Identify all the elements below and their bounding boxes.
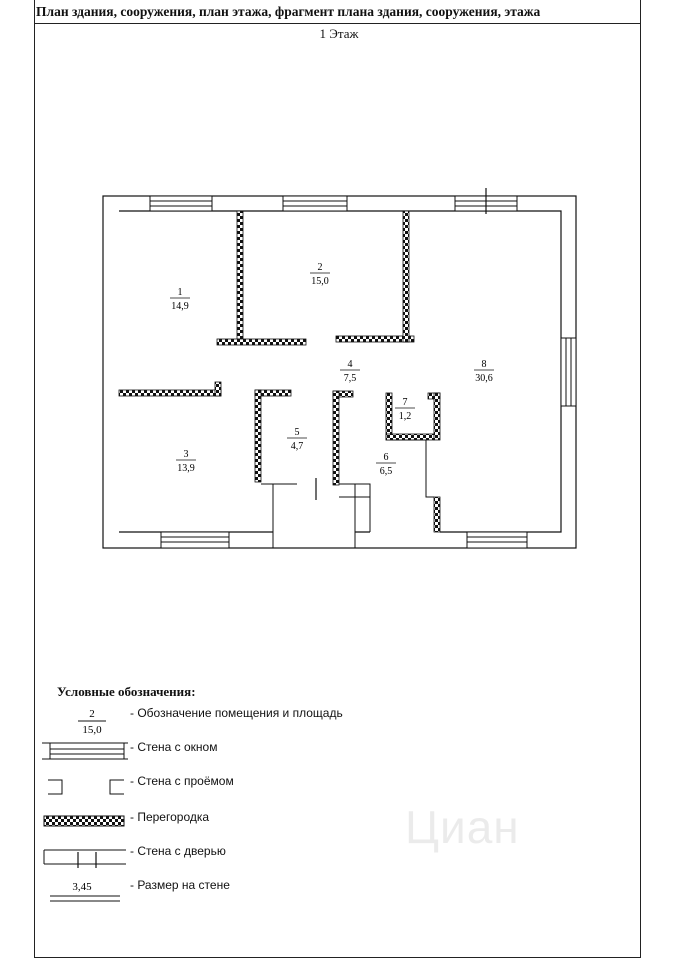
room-area: 30,6 <box>475 373 493 384</box>
legend-sample-number: 2 <box>89 708 95 720</box>
legend-sample-dimension: 3,45 <box>72 881 92 893</box>
dimension-icon <box>40 878 130 908</box>
room-2-label <box>310 262 330 287</box>
room-number: 2 <box>317 262 323 273</box>
legend-text-door-wall: - Стена с дверью <box>130 844 226 858</box>
room-number: 6 <box>383 452 389 463</box>
room-number: 4 <box>347 359 353 370</box>
legend-item-room-label <box>40 706 600 736</box>
room-1-label <box>170 287 190 312</box>
room-number: 1 <box>177 287 183 298</box>
room-5-label <box>287 427 307 452</box>
room-area: 1,2 <box>398 411 412 422</box>
room-number: 7 <box>402 397 408 408</box>
legend-text-dimension: - Размер на стене <box>130 878 230 892</box>
room-number: 3 <box>183 449 189 460</box>
room-area: 4,7 <box>290 441 304 452</box>
room-number: 5 <box>294 427 300 438</box>
legend-title: Условные обозначения: <box>57 684 196 699</box>
room-labels <box>170 262 494 477</box>
outer-walls <box>103 196 576 548</box>
windows <box>150 196 576 548</box>
room-4-label <box>340 359 360 384</box>
legend-text-partition: - Перегородка <box>130 810 210 824</box>
room-7-label <box>395 397 415 422</box>
room-3-label <box>176 449 196 474</box>
legend-text-window-wall: - Стена с окном <box>130 740 218 754</box>
room-label-sample-icon <box>40 706 130 736</box>
room-area: 15,0 <box>311 276 329 287</box>
page-title: План здания, сооружения, план этажа, фрагмент плана здания, сооружения, этажа <box>34 0 641 24</box>
floor-title: 1 Этаж <box>319 26 359 41</box>
legend-item-dimension <box>40 878 600 908</box>
room-number: 8 <box>481 359 487 370</box>
legend-sample-area: 15,0 <box>82 724 102 736</box>
room-area: 6,5 <box>379 466 393 477</box>
legend-item-window-wall <box>40 740 600 770</box>
room-area: 14,9 <box>171 301 189 312</box>
legend-text-opening-wall: - Стена с проёмом <box>130 774 234 788</box>
legend-text-room-label: - Обозначение помещения и площадь <box>130 706 343 720</box>
room-area: 7,5 <box>343 373 357 384</box>
window-wall-icon <box>40 740 130 770</box>
inner-walls <box>261 440 434 548</box>
partition-icon <box>40 810 130 840</box>
room-area: 13,9 <box>177 463 195 474</box>
door-marks <box>316 188 486 500</box>
room-8-label <box>474 359 494 384</box>
opening-wall-icon <box>40 774 130 804</box>
door-wall-icon <box>40 844 130 874</box>
watermark: Циан <box>405 801 520 853</box>
room-6-label <box>376 452 396 477</box>
